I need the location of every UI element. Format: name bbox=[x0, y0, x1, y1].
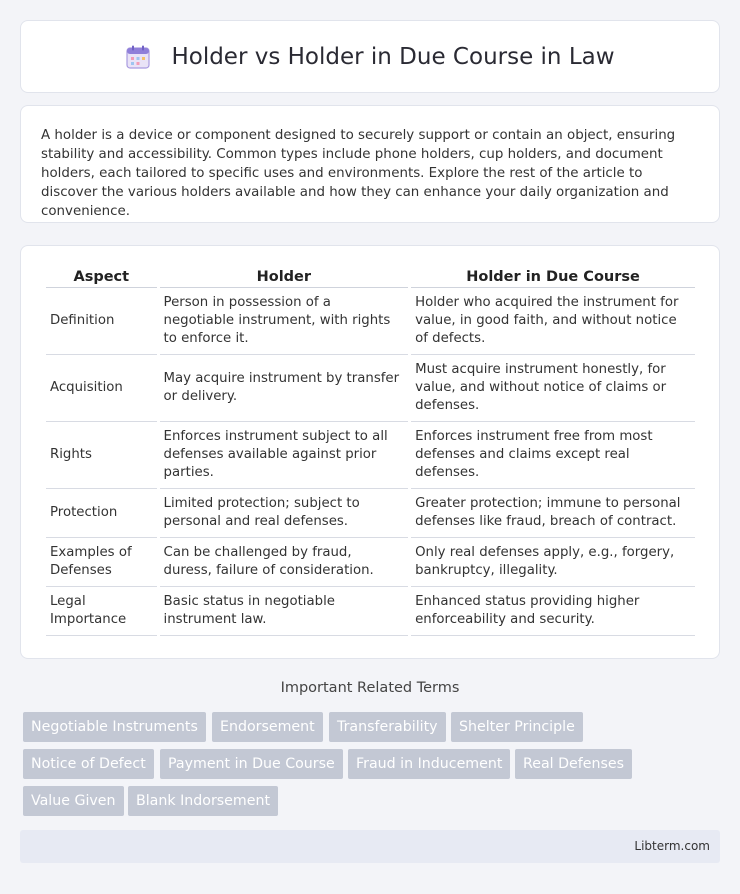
tag-real-defenses[interactable]: Real Defenses bbox=[515, 749, 632, 779]
table-cell: Person in possession of a negotiable instrument, with rights to enforce it. bbox=[160, 288, 409, 355]
table-cell: Can be challenged by fraud, duress, failure of consideration. bbox=[160, 538, 409, 587]
tag-endorsement[interactable]: Endorsement bbox=[212, 712, 323, 742]
table-row bbox=[46, 422, 695, 489]
table-cell: Examples of Defenses bbox=[46, 538, 157, 587]
column-header-holder: Holder bbox=[160, 266, 409, 288]
table-row bbox=[46, 538, 695, 587]
table-cell: Enforces instrument subject to all defenses available against prior parties. bbox=[160, 422, 409, 489]
tag-transferability[interactable]: Transferability bbox=[329, 712, 446, 742]
table-cell: May acquire instrument by transfer or delivery. bbox=[160, 355, 409, 422]
table-row bbox=[46, 288, 695, 355]
table-cell: Acquisition bbox=[46, 355, 157, 422]
tag-payment-in-due-course[interactable]: Payment in Due Course bbox=[160, 749, 343, 779]
tag-blank-indorsement[interactable]: Blank Indorsement bbox=[128, 786, 278, 816]
table-cell: Limited protection; subject to personal and real defenses. bbox=[160, 489, 409, 538]
related-terms-title: Important Related Terms bbox=[280, 680, 460, 696]
table-cell: Rights bbox=[46, 422, 157, 489]
comparison-table bbox=[43, 266, 698, 636]
table-cell: Must acquire instrument honestly, for value, and without notice of claims or defenses. bbox=[411, 355, 695, 422]
intro-text: A holder is a device or component designed to securely support or contain an object, ensuring stability and accessibility. Common types include phone holders, cup holders, and document holders, each tailored to specific uses and environments. Explore the rest of the article to discover the various holders available and how they can enhance your daily organization and convenience. bbox=[41, 128, 676, 219]
table-cell: Definition bbox=[46, 288, 157, 355]
footer-site-link[interactable]: Libterm.com bbox=[634, 839, 710, 853]
table-header-row bbox=[46, 266, 695, 288]
tag-notice-of-defect[interactable]: Notice of Defect bbox=[23, 749, 154, 779]
table-cell: Enhanced status providing higher enforceability and security. bbox=[411, 587, 695, 636]
page-title: Holder vs Holder in Due Course in Law bbox=[171, 43, 615, 70]
column-header-hdc: Holder in Due Course bbox=[411, 266, 695, 288]
calendar-icon bbox=[125, 44, 151, 70]
footer bbox=[20, 830, 720, 863]
intro-card bbox=[20, 105, 720, 223]
table-cell: Basic status in negotiable instrument law. bbox=[160, 587, 409, 636]
table-row bbox=[46, 489, 695, 538]
table-cell: Protection bbox=[46, 489, 157, 538]
column-header-aspect: Aspect bbox=[46, 266, 157, 288]
table-row bbox=[46, 355, 695, 422]
table-row bbox=[46, 587, 695, 636]
tag-negotiable-instruments[interactable]: Negotiable Instruments bbox=[23, 712, 206, 742]
tag-shelter-principle[interactable]: Shelter Principle bbox=[451, 712, 583, 742]
tag-value-given[interactable]: Value Given bbox=[23, 786, 124, 816]
table-cell: Only real defenses apply, e.g., forgery, bankruptcy, illegality. bbox=[411, 538, 695, 587]
table-cell: Legal Importance bbox=[46, 587, 157, 636]
tag-fraud-in-inducement[interactable]: Fraud in Inducement bbox=[348, 749, 510, 779]
table-cell: Enforces instrument free from most defenses and claims except real defenses. bbox=[411, 422, 695, 489]
title-card bbox=[20, 20, 720, 93]
table-cell: Greater protection; immune to personal defenses like fraud, breach of contract. bbox=[411, 489, 695, 538]
comparison-card bbox=[20, 245, 720, 659]
table-cell: Holder who acquired the instrument for value, in good faith, and without notice of defects. bbox=[411, 288, 695, 355]
